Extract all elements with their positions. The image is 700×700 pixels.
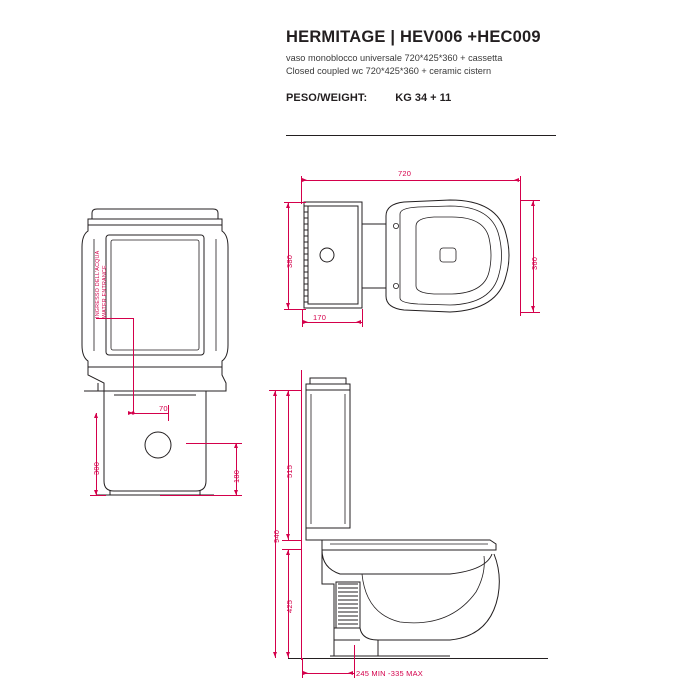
leader-water-entrance: [96, 318, 134, 319]
side-view-floor-line: [288, 658, 548, 659]
dim-front-70: 70: [159, 404, 168, 413]
dim-top-720: 720: [398, 169, 412, 178]
leader-water-entrance-v: [133, 318, 134, 413]
header-divider: [286, 135, 556, 136]
dim-top-170: 170: [313, 313, 327, 322]
dim-top-360: 360: [530, 256, 539, 270]
dim-line-side-940: [275, 390, 276, 658]
note-water-entrance-en: WATER ENTRANCE: [102, 265, 108, 318]
dim-ext-top-170-l: [302, 309, 303, 327]
dim-ext-side-245-l: [302, 658, 303, 678]
dim-arrow-top-380-b: [286, 303, 290, 308]
dim-arrow-top-170-l: [303, 320, 308, 324]
dim-side-245-335: 245 MIN -335 MAX: [356, 669, 423, 678]
side-view-drawing: [300, 378, 530, 668]
dim-arrow-side-515-t: [286, 391, 290, 396]
dim-ext-front-70: [168, 405, 169, 421]
dim-arrow-front-300-top: [94, 413, 98, 418]
dim-arrow-top-380-t: [286, 203, 290, 208]
dim-arrow-side-245-l: [303, 671, 308, 675]
dim-arrow-front-70: [128, 411, 133, 415]
product-subtitle: [286, 52, 676, 79]
dim-arrow-side-515-b: [286, 534, 290, 539]
subtitle-english: Closed coupled wc 720*425*360 + ceramic cistern: [286, 66, 492, 77]
dim-line-top-170: [302, 322, 362, 323]
dim-line-top-720: [301, 180, 520, 181]
dim-ext-top-720-r: [520, 176, 521, 316]
dim-ext-side-245-r: [354, 645, 355, 678]
dim-front-300: 300: [92, 461, 101, 475]
dim-arrow-front-180-top: [234, 443, 238, 448]
dim-ext-top-170-r: [362, 309, 363, 327]
subtitle-italian: vaso monoblocco universale 720*425*360 + cassetta: [286, 52, 503, 63]
dim-side-940: 940: [272, 529, 281, 543]
weight-label: PESO/WEIGHT:: [286, 91, 368, 104]
dim-arrow-side-940-b: [273, 652, 277, 657]
dim-line-front-300: [96, 413, 97, 495]
dim-ext-side-515-b: [282, 540, 302, 541]
dim-arrow-front-180-bot: [234, 490, 238, 495]
dim-arrow-top-360-t: [531, 201, 535, 206]
note-water-entrance-it: INGRESSO DELL'ACQUA: [95, 250, 101, 318]
dim-arrow-top-720-r: [514, 178, 519, 182]
page-title: HERMITAGE | HEV006 +HEC009: [286, 28, 541, 46]
top-view-drawing: [300, 196, 525, 316]
dim-ext-front-180-b: [160, 495, 242, 496]
dim-ext-front-300-b: [90, 495, 106, 496]
dim-side-515: 515: [285, 464, 294, 478]
side-datum-vertical: [301, 370, 302, 660]
dim-arrow-side-425-t: [286, 550, 290, 555]
header-block: [286, 28, 676, 104]
weight-value: KG 34 + 11: [395, 91, 452, 104]
dim-arrow-top-360-b: [531, 306, 535, 311]
dim-ext-top-360-b: [520, 312, 540, 313]
dim-side-425: 425: [285, 599, 294, 613]
dim-arrow-side-245-r: [348, 671, 353, 675]
dim-arrow-side-425-b: [286, 652, 290, 657]
dim-arrow-top-720-l: [302, 178, 307, 182]
dim-line-side-245-335: [302, 673, 354, 674]
dim-front-180: 180: [232, 469, 241, 483]
dim-line-front-70: [133, 413, 168, 414]
dim-arrow-top-170-r: [356, 320, 361, 324]
weight-row: [286, 92, 676, 104]
dim-top-380: 380: [285, 254, 294, 268]
dim-arrow-side-940-t: [273, 391, 277, 396]
dim-arrow-front-300-bot: [94, 490, 98, 495]
